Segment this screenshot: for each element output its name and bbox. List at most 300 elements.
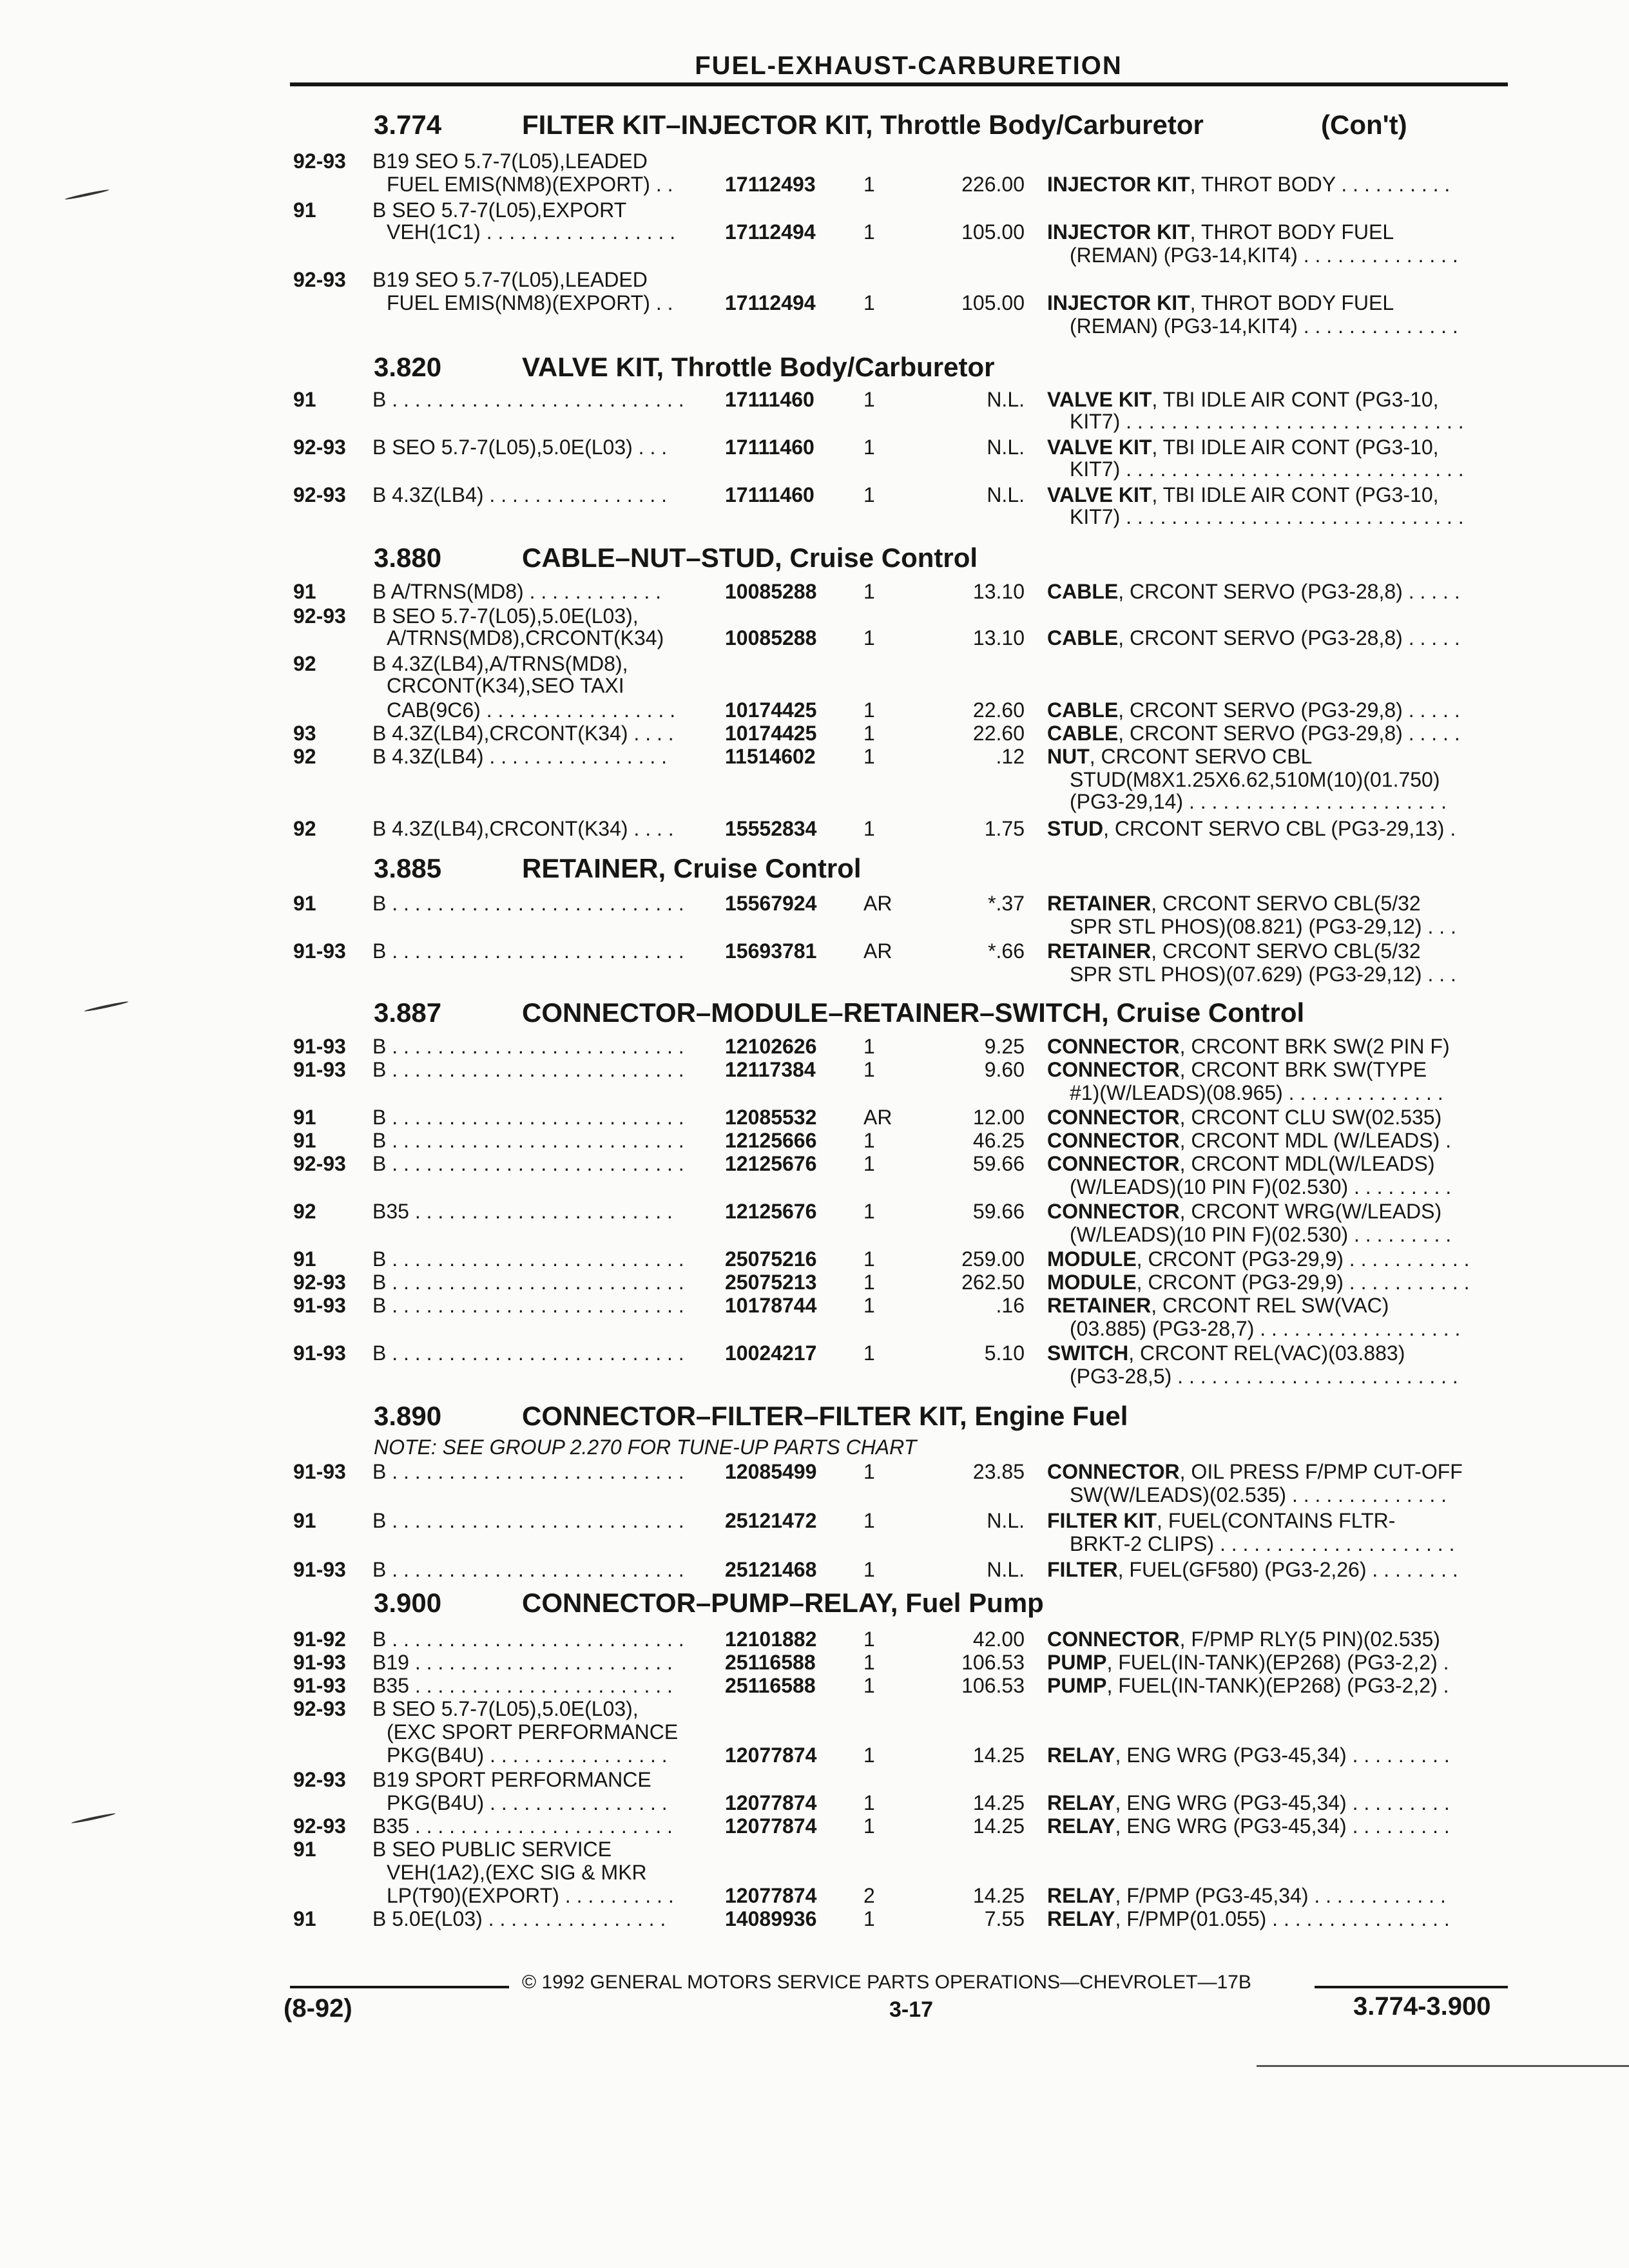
- application: B . . . . . . . . . . . . . . . . . . . . . . . . . .: [372, 1058, 684, 1081]
- application: B19 . . . . . . . . . . . . . . . . . . . . . . .: [372, 1651, 673, 1674]
- footer-rule-right: [1315, 1986, 1508, 1988]
- part-row: [0, 1151, 1629, 1177]
- quantity: 1: [863, 1674, 875, 1697]
- part-number: 17112494: [725, 291, 816, 314]
- part-row: [0, 1057, 1629, 1082]
- price: N.L.: [987, 483, 1025, 506]
- price: 14.25: [972, 1884, 1025, 1907]
- part-row-line: [0, 1316, 1629, 1341]
- part-name: RETAINER, CRCONT REL SW(VAC): [1047, 1294, 1389, 1317]
- quantity: 1: [863, 1558, 875, 1581]
- part-row-line: [0, 171, 1629, 197]
- revision-date: (8-92): [284, 1994, 352, 2023]
- quantity: 1: [863, 722, 875, 745]
- part-name: RETAINER, CRCONT SERVO CBL(5/32: [1047, 939, 1421, 963]
- application: B 5.0E(L03) . . . . . . . . . . . . . . . .: [372, 1907, 666, 1930]
- part-row-line: [0, 1860, 1629, 1885]
- part-number: 17112493: [725, 173, 816, 196]
- quantity: 1: [863, 1058, 875, 1081]
- part-number: 12125676: [725, 1152, 817, 1175]
- part-row: [0, 1459, 1629, 1485]
- price: 106.53: [961, 1674, 1025, 1697]
- part-number: 17111460: [725, 483, 815, 506]
- application: B SEO PUBLIC SERVICE: [372, 1838, 612, 1861]
- section-note-row: [0, 1434, 1629, 1460]
- section-heading: [0, 541, 1629, 575]
- application: (EXC SPORT PERFORMANCE: [387, 1720, 679, 1744]
- part-name: CONNECTOR, CRCONT MDL(W/LEADS): [1047, 1152, 1435, 1175]
- part-name: CABLE, CRCONT SERVO (PG3-29,8) . . . . .: [1047, 722, 1460, 745]
- part-number: 25116588: [725, 1651, 816, 1674]
- price: 13.10: [972, 626, 1025, 649]
- application: B SEO 5.7-7(L05),5.0E(L03),: [372, 604, 639, 628]
- quantity: 1: [863, 1129, 875, 1152]
- part-row: [0, 1269, 1629, 1295]
- application: B . . . . . . . . . . . . . . . . . . . . . . . . . .: [372, 1509, 684, 1532]
- application: B A/TRNS(MD8) . . . . . . . . . . . .: [372, 580, 662, 603]
- price: 13.10: [972, 580, 1025, 603]
- part-row-line: [0, 290, 1629, 316]
- part-name-continued: STUD(M8X1.25X6.62,510M(10)(01.750): [1070, 768, 1440, 791]
- part-row: [0, 1508, 1629, 1533]
- section-title: VALVE KIT, Throttle Body/Carburetor: [522, 352, 995, 382]
- part-row-line: [0, 1174, 1629, 1200]
- model-year: 91: [293, 1907, 316, 1930]
- model-year: 92: [293, 745, 316, 768]
- application: B19 SPORT PERFORMANCE: [372, 1768, 651, 1791]
- part-name: CONNECTOR, F/PMP RLY(5 PIN)(02.535): [1047, 1628, 1440, 1651]
- quantity: 1: [863, 1460, 875, 1483]
- model-year: 91-93: [293, 1058, 346, 1081]
- part-number: 25075216: [725, 1247, 817, 1271]
- part-row: [0, 720, 1629, 746]
- section-number: 3.820: [374, 352, 442, 382]
- model-year: 92-93: [293, 268, 346, 291]
- price: *.66: [988, 939, 1025, 963]
- part-number: 12125666: [725, 1129, 817, 1152]
- quantity: 1: [863, 1651, 875, 1674]
- price: 59.66: [972, 1200, 1025, 1223]
- section-number: 3.900: [374, 1588, 442, 1618]
- application: B19 SEO 5.7-7(L05),LEADED: [372, 268, 648, 291]
- section-title: RETAINER, Cruise Control: [522, 853, 862, 883]
- part-name: RELAY, ENG WRG (PG3-45,34) . . . . . . . . .: [1047, 1814, 1450, 1838]
- price: 9.60: [984, 1058, 1025, 1081]
- part-row-line: [0, 242, 1629, 268]
- part-row-line: [0, 1363, 1629, 1389]
- part-row-line: [0, 1222, 1629, 1247]
- part-name-continued: KIT7) . . . . . . . . . . . . . . . . . . . . . . . . . . . . . .: [1070, 505, 1464, 528]
- part-row: [0, 1293, 1629, 1318]
- application: B SEO 5.7-7(L05),5.0E(L03),: [372, 1697, 639, 1720]
- quantity: 1: [863, 1791, 875, 1814]
- part-name: CONNECTOR, CRCONT BRK SW(TYPE: [1047, 1058, 1427, 1081]
- section-title: CONNECTOR–MODULE–RETAINER–SWITCH, Cruise Control: [522, 997, 1305, 1028]
- section-title: FILTER KIT–INJECTOR KIT, Throttle Body/Carburetor: [522, 110, 1204, 140]
- part-number: 12077874: [725, 1744, 817, 1767]
- part-name-continued: (PG3-28,5) . . . . . . . . . . . . . . . . . . . . . . . . .: [1070, 1365, 1458, 1388]
- model-year: 92-93: [293, 149, 346, 173]
- part-name-continued: KIT7) . . . . . . . . . . . . . . . . . . . . . . . . . . . . . .: [1070, 457, 1464, 481]
- part-name: FILTER, FUEL(GF580) (PG3-2,26) . . . . . . . .: [1047, 1558, 1458, 1581]
- part-number: 10178744: [725, 1294, 817, 1317]
- price: 105.00: [961, 220, 1025, 244]
- part-number: 10174425: [725, 722, 817, 745]
- part-name: VALVE KIT, TBI IDLE AIR CONT (PG3-10,: [1047, 483, 1439, 506]
- part-row: [0, 148, 1629, 174]
- section-heading: [0, 996, 1629, 1030]
- part-row: [0, 579, 1629, 604]
- part-name: CABLE, CRCONT SERVO (PG3-28,8) . . . . .: [1047, 580, 1460, 603]
- price: *.37: [988, 892, 1025, 915]
- part-row-line: [0, 408, 1629, 434]
- part-number: 12077874: [725, 1884, 817, 1907]
- part-row-line: [0, 697, 1629, 723]
- price: 22.60: [972, 698, 1025, 722]
- part-row: [0, 1128, 1629, 1153]
- part-name: NUT, CRCONT SERVO CBL: [1047, 745, 1313, 768]
- part-row: [0, 1767, 1629, 1792]
- model-year: 91-93: [293, 939, 346, 963]
- quantity: 1: [863, 1247, 875, 1271]
- quantity: 2: [863, 1884, 875, 1907]
- part-row: [0, 1104, 1629, 1130]
- part-number: 25116588: [725, 1674, 816, 1697]
- quantity: 1: [863, 1035, 875, 1058]
- part-number: 12085499: [725, 1460, 817, 1483]
- price: N.L.: [987, 1509, 1025, 1532]
- model-year: 92-93: [293, 1697, 346, 1720]
- application: B 4.3Z(LB4),CRCONT(K34) . . . .: [372, 817, 674, 840]
- application: CAB(9C6) . . . . . . . . . . . . . . . . .: [387, 698, 676, 722]
- part-row: [0, 267, 1629, 293]
- section-heading: [0, 1586, 1629, 1620]
- application: B 4.3Z(LB4),CRCONT(K34) . . . .: [372, 722, 674, 745]
- part-number: 12117384: [725, 1058, 816, 1081]
- part-row: [0, 1557, 1629, 1582]
- application: B . . . . . . . . . . . . . . . . . . . . . . . . . .: [372, 1628, 684, 1651]
- quantity: 1: [863, 580, 875, 603]
- part-number: 12077874: [725, 1814, 817, 1838]
- quantity: 1: [863, 436, 875, 459]
- part-row-line: [0, 1719, 1629, 1745]
- quantity: 1: [863, 1814, 875, 1838]
- quantity: 1: [863, 1907, 875, 1930]
- model-year: 91: [293, 580, 316, 603]
- quantity: 1: [863, 1152, 875, 1175]
- model-year: 91: [293, 388, 316, 411]
- part-row: [0, 1836, 1629, 1862]
- price: 12.00: [972, 1106, 1025, 1129]
- part-name: CONNECTOR, CRCONT BRK SW(2 PIN F): [1047, 1035, 1450, 1058]
- application: B . . . . . . . . . . . . . . . . . . . . . . . . . .: [372, 1035, 684, 1058]
- part-row-line: [0, 961, 1629, 987]
- part-row-line: [0, 504, 1629, 530]
- model-year: 91: [293, 1106, 316, 1129]
- page-header-title: FUEL-EXHAUST-CARBURETION: [695, 52, 1123, 80]
- quantity: AR: [863, 939, 892, 963]
- model-year: 91: [293, 1247, 316, 1271]
- part-row-line: [0, 1883, 1629, 1908]
- part-name: INJECTOR KIT, THROT BODY . . . . . . . . . .: [1047, 173, 1451, 196]
- quantity: 1: [863, 291, 875, 314]
- price: 46.25: [972, 1129, 1025, 1152]
- price: 5.10: [984, 1341, 1025, 1365]
- model-year: 92-93: [293, 1814, 346, 1838]
- application: B . . . . . . . . . . . . . . . . . . . . . . . . . .: [372, 1152, 684, 1175]
- part-row: [0, 1198, 1629, 1224]
- quantity: 1: [863, 745, 875, 768]
- part-name-continued: (REMAN) (PG3-14,KIT4) . . . . . . . . . . . . . .: [1070, 314, 1458, 338]
- part-row-line: [0, 1531, 1629, 1557]
- section-number: 3.887: [374, 997, 442, 1028]
- part-row-line: [0, 914, 1629, 939]
- price: 59.66: [972, 1152, 1025, 1175]
- part-number: 17112494: [725, 220, 816, 244]
- model-year: 91-93: [293, 1558, 346, 1581]
- part-name: CONNECTOR, OIL PRESS F/PMP CUT-OFF: [1047, 1460, 1463, 1483]
- model-year: 91-93: [293, 1460, 346, 1483]
- part-number: 10085288: [725, 626, 817, 649]
- model-year: 92: [293, 817, 316, 840]
- price: 22.60: [972, 722, 1025, 745]
- part-row-line: [0, 219, 1629, 245]
- part-row: [0, 1649, 1629, 1675]
- footer-rule-left: [290, 1986, 509, 1988]
- application: FUEL EMIS(NM8)(EXPORT) . .: [387, 291, 673, 314]
- part-row: [0, 1033, 1629, 1059]
- quantity: 1: [863, 698, 875, 722]
- model-year: 91: [293, 892, 316, 915]
- application: FUEL EMIS(NM8)(EXPORT) . .: [387, 173, 673, 196]
- section-heading: [0, 108, 1629, 142]
- quantity: 1: [863, 626, 875, 649]
- part-row: [0, 1246, 1629, 1272]
- application: B35 . . . . . . . . . . . . . . . . . . . . . . .: [372, 1200, 673, 1223]
- model-year: 92-93: [293, 1152, 346, 1175]
- quantity: 1: [863, 1744, 875, 1767]
- price: 14.25: [972, 1791, 1025, 1814]
- part-row: [0, 1340, 1629, 1366]
- model-year: 91-93: [293, 1341, 346, 1365]
- part-number: 10024217: [725, 1341, 817, 1365]
- copyright-text: © 1992 GENERAL MOTORS SERVICE PARTS OPERATIONS—CHEVROLET—17B: [522, 1972, 1251, 1993]
- model-year: 92-93: [293, 1271, 346, 1294]
- part-name: STUD, CRCONT SERVO CBL (PG3-29,13) .: [1047, 817, 1456, 840]
- application: B . . . . . . . . . . . . . . . . . . . . . . . . . .: [372, 939, 684, 963]
- part-row-line: [0, 625, 1629, 651]
- application: A/TRNS(MD8),CRCONT(K34): [387, 626, 664, 649]
- section-title: CABLE–NUT–STUD, Cruise Control: [522, 543, 978, 573]
- model-year: 91: [293, 198, 316, 222]
- part-row-line: [0, 456, 1629, 482]
- section-title: CONNECTOR–PUMP–RELAY, Fuel Pump: [522, 1588, 1044, 1618]
- part-name: MODULE, CRCONT (PG3-29,9) . . . . . . . . . . .: [1047, 1247, 1470, 1271]
- part-name: CONNECTOR, CRCONT CLU SW(02.535): [1047, 1106, 1442, 1129]
- part-name-continued: (W/LEADS)(10 PIN F)(02.530) . . . . . . . . .: [1070, 1223, 1452, 1246]
- price: 105.00: [961, 291, 1025, 314]
- quantity: 1: [863, 1509, 875, 1532]
- section-heading: [0, 852, 1629, 885]
- price: 226.00: [961, 173, 1025, 196]
- quantity: 1: [863, 388, 875, 411]
- quantity: AR: [863, 1106, 892, 1129]
- model-year: 91-92: [293, 1628, 346, 1651]
- header-rule: [290, 82, 1508, 86]
- part-row: [0, 1813, 1629, 1839]
- part-row: [0, 1673, 1629, 1698]
- part-number: 25121472: [725, 1509, 817, 1532]
- part-name-continued: (W/LEADS)(10 PIN F)(02.530) . . . . . . . . .: [1070, 1175, 1452, 1198]
- part-number: 12085532: [725, 1106, 817, 1129]
- part-row-line: [0, 1790, 1629, 1816]
- section-continued: (Con't): [1321, 110, 1407, 140]
- part-name: CABLE, CRCONT SERVO (PG3-28,8) . . . . .: [1047, 626, 1460, 649]
- price: N.L.: [987, 388, 1025, 411]
- application: B . . . . . . . . . . . . . . . . . . . . . . . . . .: [372, 388, 684, 411]
- application: B . . . . . . . . . . . . . . . . . . . . . . . . . .: [372, 1271, 684, 1294]
- application: VEH(1C1) . . . . . . . . . . . . . . . . .: [387, 220, 676, 244]
- section-number: 3.880: [374, 543, 442, 573]
- application: B35 . . . . . . . . . . . . . . . . . . . . . . .: [372, 1674, 673, 1697]
- part-name: VALVE KIT, TBI IDLE AIR CONT (PG3-10,: [1047, 436, 1439, 459]
- price: N.L.: [987, 1558, 1025, 1581]
- part-row: [0, 816, 1629, 841]
- part-row-line: [0, 673, 1629, 698]
- application: B SEO 5.7-7(L05),EXPORT: [372, 198, 627, 222]
- part-row-line: [0, 789, 1629, 814]
- part-name-continued: SPR STL PHOS)(08.821) (PG3-29,12) . . .: [1070, 915, 1456, 938]
- part-row: [0, 1906, 1629, 1932]
- application: B . . . . . . . . . . . . . . . . . . . . . . . . . .: [372, 1106, 684, 1129]
- price: .16: [996, 1294, 1025, 1317]
- part-name: CABLE, CRCONT SERVO (PG3-29,8) . . . . .: [1047, 698, 1460, 722]
- model-year: 91: [293, 1509, 316, 1532]
- part-name: INJECTOR KIT, THROT BODY FUEL: [1047, 291, 1394, 314]
- model-year: 92-93: [293, 1768, 346, 1791]
- price: 7.55: [984, 1907, 1025, 1930]
- price: 106.53: [961, 1651, 1025, 1674]
- model-year: 91-93: [293, 1651, 346, 1674]
- price: N.L.: [987, 436, 1025, 459]
- part-name: RELAY, ENG WRG (PG3-45,34) . . . . . . . . .: [1047, 1744, 1450, 1767]
- quantity: 1: [863, 1628, 875, 1651]
- quantity: 1: [863, 817, 875, 840]
- part-row: [0, 890, 1629, 916]
- application: B19 SEO 5.7-7(L05),LEADED: [372, 149, 648, 173]
- section-note: NOTE: SEE GROUP 2.270 FOR TUNE-UP PARTS CHART: [374, 1436, 917, 1459]
- model-year: 92: [293, 1200, 316, 1223]
- part-name: RELAY, F/PMP(01.055) . . . . . . . . . . . . . . . .: [1047, 1907, 1450, 1930]
- model-year: 92-93: [293, 604, 346, 628]
- application: B . . . . . . . . . . . . . . . . . . . . . . . . . .: [372, 1460, 684, 1483]
- part-name-continued: (03.885) (PG3-28,7) . . . . . . . . . . . . . . . . . .: [1070, 1317, 1461, 1340]
- part-name: FILTER KIT, FUEL(CONTAINS FLTR-: [1047, 1509, 1396, 1532]
- part-row: [0, 1696, 1629, 1722]
- quantity: 1: [863, 1294, 875, 1317]
- scan-edge-line: [1257, 2065, 1629, 2067]
- part-number: 12102626: [725, 1035, 817, 1058]
- quantity: 1: [863, 1341, 875, 1365]
- quantity: 1: [863, 173, 875, 196]
- part-number: 12077874: [725, 1791, 817, 1814]
- application: B35 . . . . . . . . . . . . . . . . . . . . . . .: [372, 1814, 673, 1838]
- part-number: 17111460: [725, 436, 815, 459]
- application: B 4.3Z(LB4) . . . . . . . . . . . . . . . .: [372, 745, 668, 768]
- application: CRCONT(K34),SEO TAXI: [387, 674, 624, 697]
- section-number: 3.890: [374, 1401, 442, 1431]
- model-year: 91-93: [293, 1035, 346, 1058]
- model-year: 91: [293, 1129, 316, 1152]
- part-number: 10085288: [725, 580, 817, 603]
- quantity: AR: [863, 892, 892, 915]
- application: VEH(1A2),(EXC SIG & MKR: [387, 1861, 647, 1884]
- application: B 4.3Z(LB4),A/TRNS(MD8),: [372, 652, 628, 675]
- price: .12: [996, 745, 1025, 768]
- part-name-continued: SPR STL PHOS)(07.629) (PG3-29,12) . . .: [1070, 963, 1456, 986]
- part-name-continued: (REMAN) (PG3-14,KIT4) . . . . . . . . . . . . . .: [1070, 244, 1458, 267]
- part-row-line: [0, 313, 1629, 339]
- section-title: CONNECTOR–FILTER–FILTER KIT, Engine Fuel: [522, 1401, 1128, 1431]
- part-name: CONNECTOR, CRCONT MDL (W/LEADS) .: [1047, 1129, 1451, 1152]
- application: PKG(B4U) . . . . . . . . . . . . . . . .: [387, 1744, 668, 1767]
- part-name-continued: #1)(W/LEADS)(08.965) . . . . . . . . . . . . . .: [1070, 1081, 1443, 1104]
- model-year: 92-93: [293, 436, 346, 459]
- part-row-line: [0, 1742, 1629, 1768]
- price: 1.75: [984, 817, 1025, 840]
- part-name: PUMP, FUEL(IN-TANK)(EP268) (PG3-2,2) .: [1047, 1674, 1449, 1697]
- model-year: 92-93: [293, 483, 346, 506]
- part-name: PUMP, FUEL(IN-TANK)(EP268) (PG3-2,2) .: [1047, 1651, 1449, 1674]
- part-name-continued: BRKT-2 CLIPS) . . . . . . . . . . . . . . . . . . . . .: [1070, 1532, 1455, 1555]
- page-number: 3-17: [889, 1997, 934, 2022]
- application: B SEO 5.7-7(L05),5.0E(L03) . . .: [372, 436, 668, 459]
- model-year: 93: [293, 722, 316, 745]
- part-number: 14089936: [725, 1907, 817, 1930]
- model-year: 91-93: [293, 1674, 346, 1697]
- section-heading: [0, 1399, 1629, 1433]
- part-name: RETAINER, CRCONT SERVO CBL(5/32: [1047, 892, 1421, 915]
- price: 14.25: [972, 1744, 1025, 1767]
- part-name: RELAY, ENG WRG (PG3-45,34) . . . . . . . . .: [1047, 1791, 1450, 1814]
- part-row: [0, 938, 1629, 964]
- section-heading: [0, 351, 1629, 384]
- part-number: 25121468: [725, 1558, 817, 1581]
- application: B . . . . . . . . . . . . . . . . . . . . . . . . . .: [372, 892, 684, 915]
- part-number: 15693781: [725, 939, 817, 963]
- application: B . . . . . . . . . . . . . . . . . . . . . . . . . .: [372, 1247, 684, 1271]
- part-name: SWITCH, CRCONT REL(VAC)(03.883): [1047, 1341, 1405, 1365]
- quantity: 1: [863, 483, 875, 506]
- part-row: [0, 1626, 1629, 1652]
- application: LP(T90)(EXPORT) . . . . . . . . . .: [387, 1884, 674, 1907]
- part-name: INJECTOR KIT, THROT BODY FUEL: [1047, 220, 1394, 244]
- application: B 4.3Z(LB4) . . . . . . . . . . . . . . . .: [372, 483, 668, 506]
- application: B . . . . . . . . . . . . . . . . . . . . . . . . . .: [372, 1294, 684, 1317]
- section-number: 3.774: [374, 110, 442, 140]
- model-year: 91-93: [293, 1294, 346, 1317]
- part-row-line: [0, 1482, 1629, 1508]
- part-number: 17111460: [725, 388, 815, 411]
- price: 262.50: [961, 1271, 1025, 1294]
- part-number: 12125676: [725, 1200, 817, 1223]
- part-name-continued: SW(W/LEADS)(02.535) . . . . . . . . . . . . . .: [1070, 1483, 1447, 1506]
- part-name-continued: KIT7) . . . . . . . . . . . . . . . . . . . . . . . . . . . . . .: [1070, 410, 1464, 433]
- price: 23.85: [972, 1460, 1025, 1483]
- price: 14.25: [972, 1814, 1025, 1838]
- part-number: 15552834: [725, 817, 817, 840]
- price: 259.00: [961, 1247, 1025, 1271]
